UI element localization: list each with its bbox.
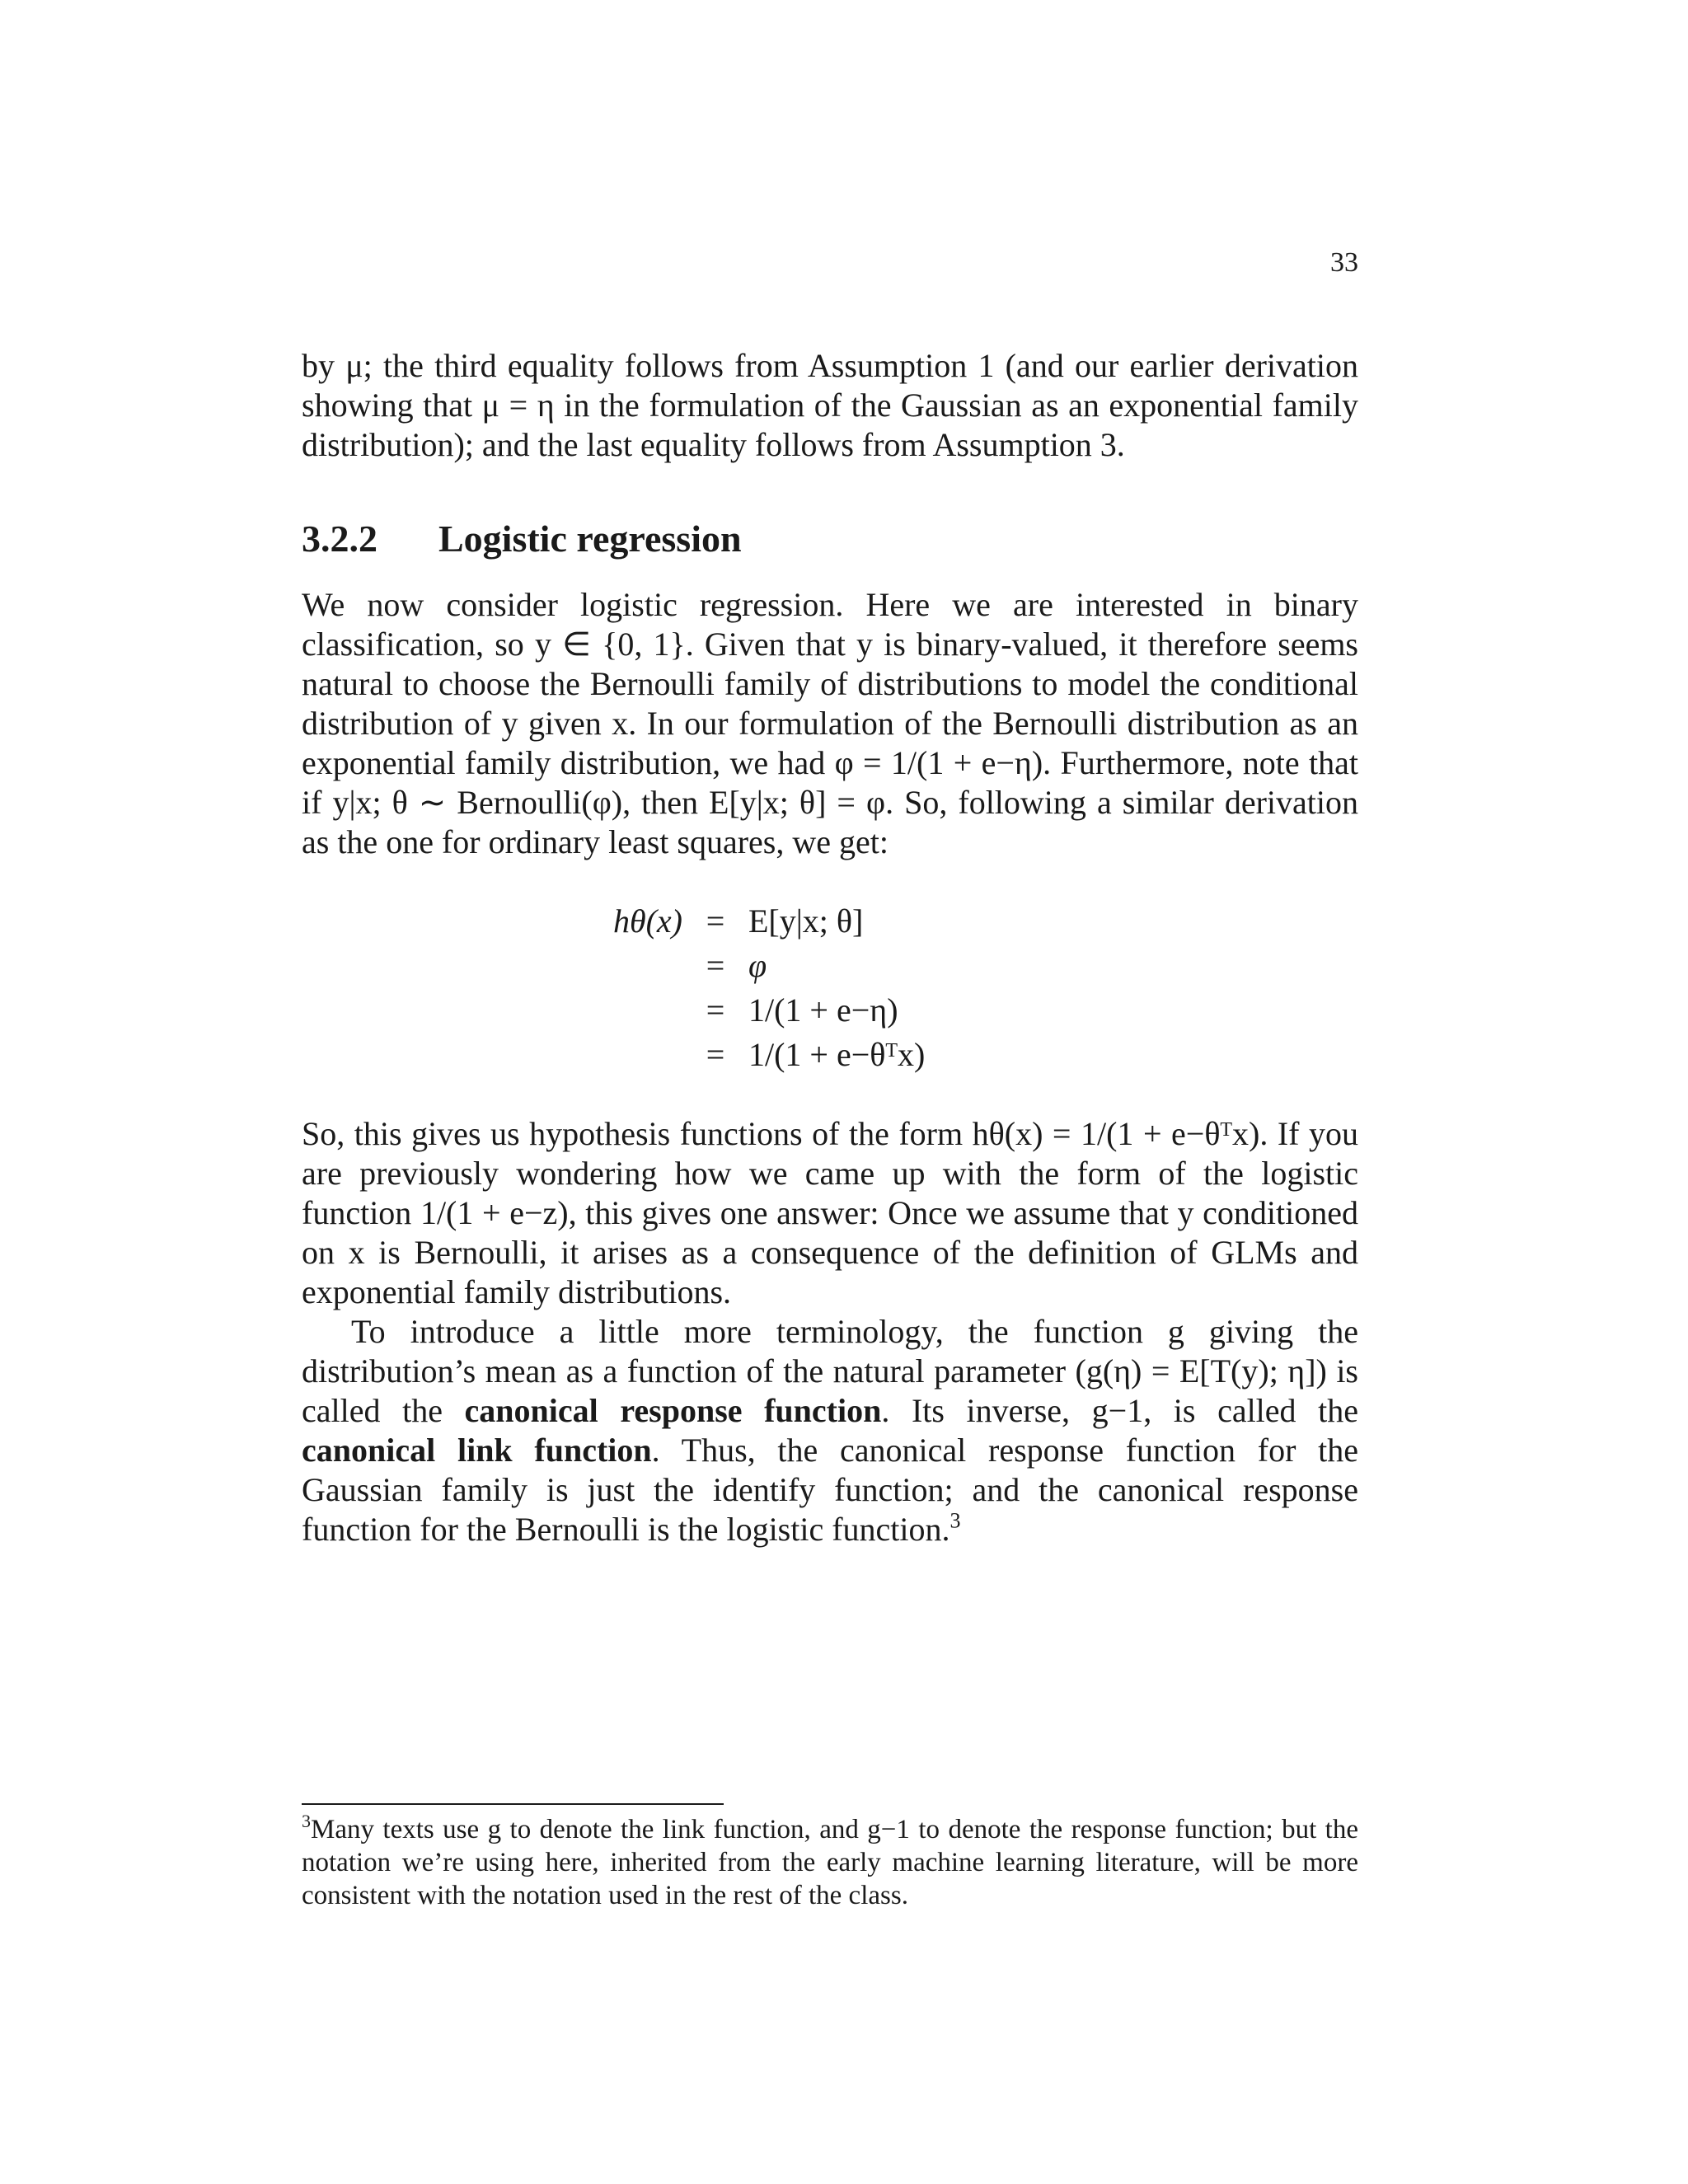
section-number: 3.2.2 <box>302 518 377 560</box>
footnote <box>302 1810 1358 1912</box>
intro-paragraph: We now consider logistic regression. Here we are interested in binary classification, so y ∈ {0, 1}. Given that y is binary-valued, it therefore seems natural to choose the Bernoulli family of distributions to model the conditional distribution of y given x. In our formulation of the Bernoulli distribution as an exponential family distribution, we had φ = 1/(1 + e−η). Furthermore, note that if y|x; θ ∼ Bernoulli(φ), then E[y|x; θ] = φ. So, following a similar derivation as the one for ordinary least squares, we get: <box>302 586 1358 860</box>
footnote-divider <box>302 1803 724 1805</box>
equation-equals: = <box>706 947 725 984</box>
equation-lhs <box>302 946 682 986</box>
equation-equals: = <box>706 991 725 1029</box>
continuation-paragraph: by μ; the third equality follows from Assumption 1 (and our earlier derivation showing that μ = η in the formulation of the Gaussian as an exponential family distribution); and the last equality follows from Assumption 3. <box>302 347 1358 463</box>
main-content <box>302 346 1358 1549</box>
term-canonical-response-function: canonical response function <box>464 1392 882 1429</box>
hypothesis-paragraph: So, this gives us hypothesis functions of the form hθ(x) = 1/(1 + e−θᵀx). If you are previously wondering how we came up with the form of the logistic function 1/(1 + e−z), this gives one answer: Once we assume that y conditioned on x is Bernoulli, it arises as a consequence of the definition of GLMs and exponential family distributions. <box>302 1115 1358 1310</box>
terminology-text: . Its inverse, g−1, is called the <box>881 1392 1359 1429</box>
equation-lhs <box>302 991 682 1030</box>
term-canonical-link-function: canonical link function <box>302 1432 652 1469</box>
page-number: 33 <box>1330 247 1358 278</box>
footnote-text: Many texts use g to denote the link function, and g−1 to denote the response function; but the notation we’re using here, inherited from the early machine learning literature, will be more consistent with the notation used in the rest of the class. <box>302 1815 1358 1910</box>
equation-lhs <box>302 1035 682 1075</box>
equation-rhs: φ <box>748 947 767 984</box>
equation-equals: = <box>706 1036 725 1073</box>
equation-rhs: E[y|x; θ] <box>748 902 864 940</box>
section-heading <box>302 516 1358 562</box>
terminology-text: To introduce a little more terminology, the function g giving the distribution’s mean as a function of the natural parameter (g(η) = E[T(y); η]) is called the <box>302 1313 1358 1429</box>
equation-equals: = <box>706 902 725 940</box>
footnote-mark: 3 <box>302 1810 311 1831</box>
terminology-text: . Thus, the canonical response function for the Gaussian family is just the identify function; and the canonical response function for the Bernoulli is the logistic function. <box>302 1432 1358 1548</box>
footnote-reference[interactable]: 3 <box>950 1508 961 1533</box>
equation-array <box>302 902 1358 1075</box>
terminology-paragraph <box>302 1312 1358 1549</box>
equation-rhs: 1/(1 + e−η) <box>748 991 898 1029</box>
section-title: Logistic regression <box>438 518 742 560</box>
equation-lhs: hθ(x) <box>612 902 682 940</box>
equation-rhs: 1/(1 + e−θᵀx) <box>748 1036 926 1073</box>
